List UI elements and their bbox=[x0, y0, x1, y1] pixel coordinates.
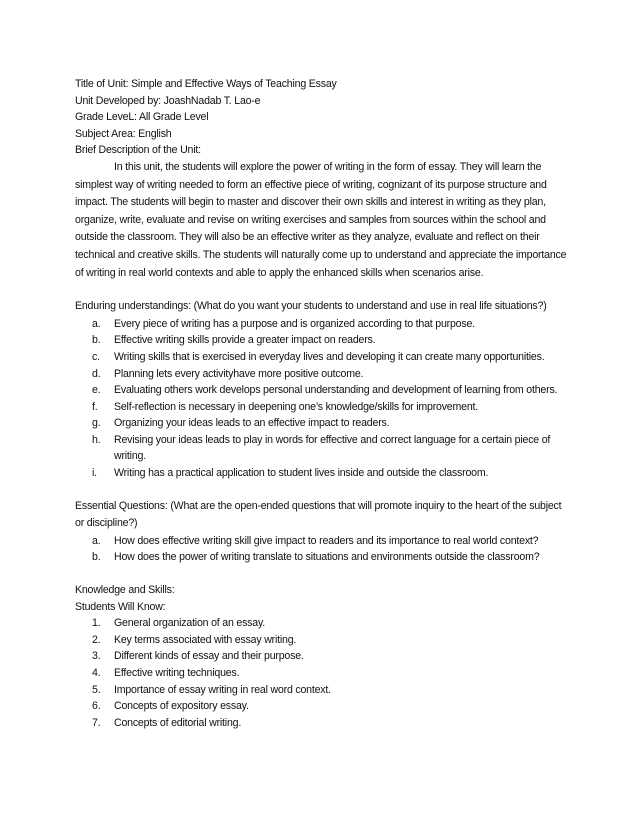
list-item bbox=[75, 682, 569, 699]
list-item bbox=[75, 665, 569, 682]
list-item-text: Key terms associated with essay writing. bbox=[114, 633, 297, 646]
document-page bbox=[75, 76, 569, 731]
list-item bbox=[75, 399, 569, 416]
list-item-marker: 3. bbox=[92, 650, 101, 663]
list-item-marker: b. bbox=[92, 334, 101, 347]
list-item bbox=[75, 349, 569, 366]
enduring-understandings-heading: Enduring understandings: (What do you want your students to understand and use in real life situations?) bbox=[75, 300, 547, 313]
list-item bbox=[75, 415, 569, 432]
list-item-text: Effective writing techniques. bbox=[114, 667, 240, 679]
list-item bbox=[75, 698, 569, 715]
grade-level: Grade LeveL: All Grade Level bbox=[75, 111, 209, 124]
list-item-marker: c. bbox=[92, 350, 100, 363]
list-item bbox=[75, 533, 569, 550]
list-item-marker: a. bbox=[92, 317, 101, 330]
students-will-know-list bbox=[75, 615, 569, 731]
list-item bbox=[75, 648, 569, 665]
brief-description-label: Brief Description of the Unit: bbox=[75, 144, 201, 157]
list-item bbox=[75, 632, 569, 649]
unit-developer: Unit Developed by: JoashNadab T. Lao-e bbox=[75, 94, 261, 107]
list-item bbox=[75, 465, 569, 482]
list-item-text: How does the power of writing translate to situations and environments outside the classroom? bbox=[114, 551, 540, 564]
list-item-marker: 6. bbox=[92, 700, 101, 713]
list-item-text: Writing skills that is exercised in everyday lives and developing it can create many opportunities. bbox=[114, 350, 545, 363]
list-item-marker: 7. bbox=[92, 716, 101, 729]
unit-description-text: In this unit, the students will explore the power of writing in the form of essay. They will learn the simplest way of writing needed to form an effective piece of writing, cognizant of its purpose structure and impact. The students will begin to master and discover their own skills and interest in writing as they plan, organize, write, evaluate and revise on writing exercises and samples from sources within the school and outside the classroom. They will also be an effective writer as they analyze, evaluate and reflect on their technical and creative skills. The students will naturally come up to understand and appreciate the importance of writing in real world contexts and able to apply the enhanced skills when scenarios arise. bbox=[75, 160, 567, 279]
list-item-marker: a. bbox=[92, 534, 101, 547]
list-item-text: Writing has a practical application to student lives inside and outside the classroom. bbox=[114, 467, 489, 480]
list-item-marker: d. bbox=[92, 367, 101, 380]
list-item-marker: 1. bbox=[92, 617, 101, 630]
list-item bbox=[75, 615, 569, 632]
list-item-marker: 4. bbox=[92, 667, 101, 679]
list-item-text: Self-reflection is necessary in deepening one’s knowledge/skills for improvement. bbox=[114, 400, 478, 413]
unit-description bbox=[75, 159, 569, 282]
enduring-understandings-list bbox=[75, 316, 569, 482]
list-item bbox=[75, 715, 569, 732]
list-item-text: Organizing your ideas leads to an effective impact to readers. bbox=[114, 417, 390, 430]
list-item-text: Concepts of expository essay. bbox=[114, 700, 249, 713]
list-item-text: Concepts of editorial writing. bbox=[114, 716, 242, 729]
list-item bbox=[75, 366, 569, 383]
essential-questions-heading: Essential Questions: (What are the open-ended questions that will promote inquiry to the heart of the subject or discipline?) bbox=[75, 499, 562, 530]
list-item-marker: h. bbox=[92, 433, 101, 446]
knowledge-skills-heading: Knowledge and Skills: bbox=[75, 584, 175, 597]
list-item-marker: b. bbox=[92, 551, 101, 564]
list-item-text: Effective writing skills provide a greater impact on readers. bbox=[114, 334, 376, 347]
students-will-know-heading: Students Will Know: bbox=[75, 600, 166, 613]
list-item-marker: 2. bbox=[92, 633, 101, 646]
list-item-text: Every piece of writing has a purpose and is organized according to that purpose. bbox=[114, 317, 475, 330]
list-item-text: Different kinds of essay and their purpose. bbox=[114, 650, 304, 663]
essential-questions-list bbox=[75, 533, 569, 566]
list-item-marker: f. bbox=[92, 400, 98, 413]
list-item-marker: e. bbox=[92, 384, 101, 397]
list-item-text: How does effective writing skill give impact to readers and its importance to real world context? bbox=[114, 534, 539, 547]
unit-title: Title of Unit: Simple and Effective Ways of Teaching Essay bbox=[75, 78, 337, 90]
list-item bbox=[75, 432, 569, 465]
list-item-text: Planning lets every activityhave more positive outcome. bbox=[114, 367, 364, 380]
list-item-marker: 5. bbox=[92, 683, 101, 696]
list-item-text: Revising your ideas leads to play in words for effective and correct language for a certain piece of writing. bbox=[114, 433, 551, 463]
subject-area: Subject Area: English bbox=[75, 127, 172, 140]
list-item bbox=[75, 332, 569, 349]
list-item bbox=[75, 549, 569, 566]
list-item-text: Evaluating others work develops personal understanding and development of learning from others. bbox=[114, 384, 558, 397]
list-item-marker: g. bbox=[92, 417, 101, 430]
list-item-text: General organization of an essay. bbox=[114, 617, 266, 630]
list-item-text: Importance of essay writing in real word context. bbox=[114, 683, 331, 696]
list-item bbox=[75, 316, 569, 333]
list-item-marker: i. bbox=[92, 467, 97, 480]
list-item bbox=[75, 382, 569, 399]
